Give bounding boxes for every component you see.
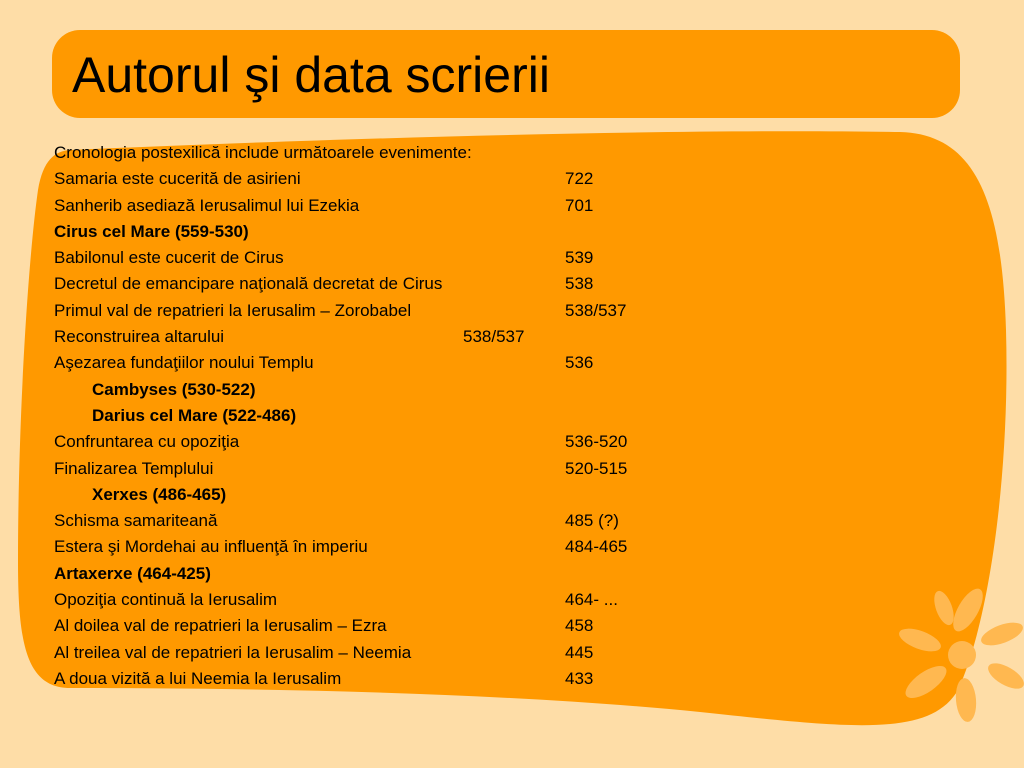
list-item [54,429,814,455]
reign-heading [54,219,814,245]
ruler-name: Cirus cel Mare (559-530) [54,221,249,241]
event-year: 538/537 [565,300,627,320]
event-text: Schisma samariteană [54,511,218,531]
list-item [54,271,814,297]
event-year: 722 [565,169,594,189]
event-year: 433 [565,668,594,688]
list-item [54,140,814,166]
list-item [54,166,814,192]
event-year: 484-465 [565,537,628,557]
reign-heading [54,403,814,429]
page-title: Autorul şi data scrierii [72,47,550,103]
event-text: Cronologia postexilică include următoarele evenimente: [54,143,472,162]
event-year: 538 [565,274,594,294]
list-item [54,613,814,639]
event-text: Finalizarea Templului [54,458,214,478]
event-text: A doua vizită a lui Neemia la Ierusalim [54,668,342,688]
event-text: Decretul de emancipare naţională decretat de Cirus [54,274,443,294]
reign-heading [54,561,814,587]
event-text: Al doilea val de repatrieri la Ierusalim – Ezra [54,616,387,636]
reign-heading [54,377,814,403]
list-item [54,298,814,324]
event-year: 536 [565,353,594,373]
event-text: Samaria este cucerită de asirieni [54,169,301,189]
list-item [54,350,814,376]
list-item [54,640,814,666]
event-year: 538/537 [463,327,525,347]
list-item [54,245,814,271]
event-text: Reconstruirea altarului [54,327,225,347]
event-year: 458 [565,616,594,636]
event-year: 464- ... [565,590,618,610]
reign-heading [54,482,814,508]
event-text: Al treilea val de repatrieri la Ierusalim – Neemia [54,642,412,662]
ruler-name: Cambyses (530-522) [92,379,256,399]
chronology-list [54,140,814,692]
event-text: Opoziţia continuă la Ierusalim [54,590,278,610]
list-item [54,534,814,560]
event-year: 701 [565,195,594,215]
event-year: 536-520 [565,432,628,452]
list-item [54,193,814,219]
event-year: 520-515 [565,458,628,478]
list-item [54,324,814,350]
event-text: Confruntarea cu opoziţia [54,432,240,452]
list-item [54,587,814,613]
ruler-name: Xerxes (486-465) [92,484,227,504]
list-item [54,666,814,692]
event-text: Babilonul este cucerit de Cirus [54,248,284,268]
list-item [54,508,814,534]
ruler-name: Darius cel Mare (522-486) [92,405,297,425]
event-text: Sanherib asediază Ierusalimul lui Ezekia [54,195,360,215]
event-year: 485 (?) [565,511,619,531]
ruler-name: Artaxerxe (464-425) [54,563,211,583]
event-text: Estera şi Mordehai au influenţă în imperiu [54,537,368,557]
event-text: Aşezarea fundaţiilor noului Templu [54,353,314,373]
event-year: 539 [565,248,594,268]
event-year: 445 [565,642,594,662]
event-text: Primul val de repatrieri la Ierusalim – Zorobabel [54,300,412,320]
title-bar [52,30,960,118]
list-item [54,456,814,482]
